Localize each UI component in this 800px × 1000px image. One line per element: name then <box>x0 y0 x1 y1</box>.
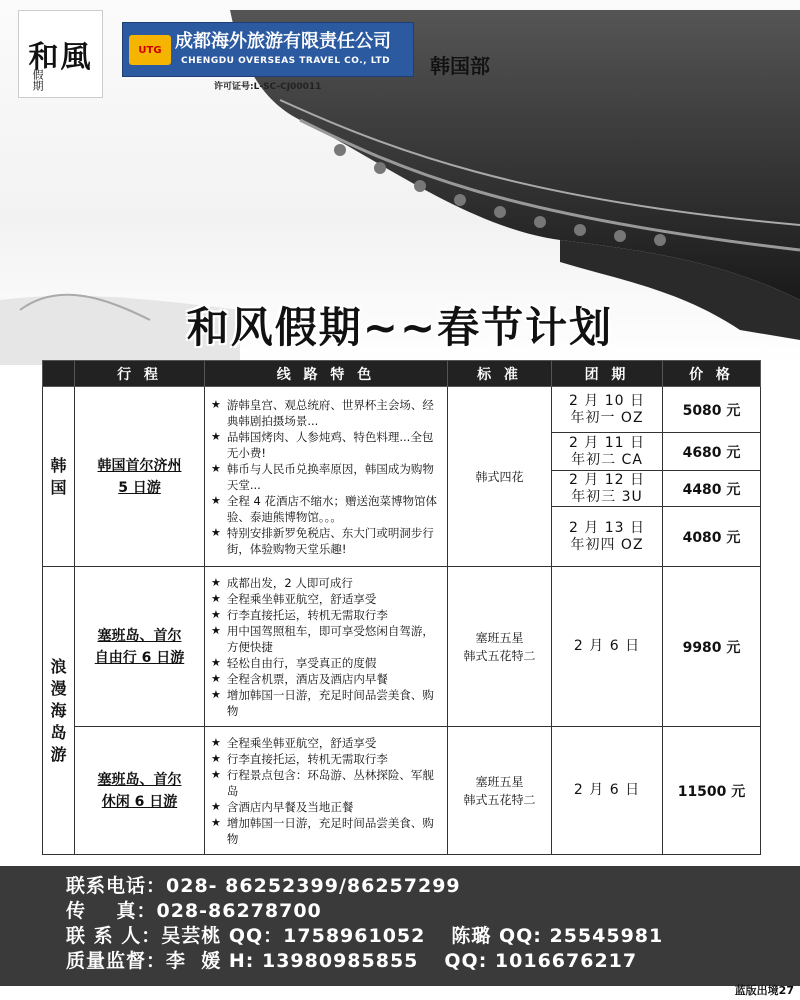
department-label: 韩国部 <box>430 54 490 78</box>
departure-date: 2 月 6 日 <box>552 727 663 855</box>
region-island: 浪 漫 海 岛 游 <box>43 567 75 855</box>
star-icon: ★ <box>211 735 221 749</box>
departure-date: 2 月 10 日 年初一 OZ <box>552 387 663 433</box>
feature-item: ★ 行程景点包含：环岛游、丛林探险、军舰岛 <box>211 767 434 798</box>
star-icon: ★ <box>211 751 221 765</box>
feature-item: ★ 增加韩国一日游，充足时间品尝美食、购物 <box>211 687 434 718</box>
features-saipan-leisure <box>205 727 448 855</box>
star-icon: ★ <box>211 493 221 507</box>
features-korea <box>205 387 448 567</box>
header-price: 价 格 <box>663 361 761 387</box>
page-footer: 蓝版出境27 <box>734 984 794 997</box>
region-korea: 韩 国 <box>43 387 75 567</box>
contact-person-1: 吴芸桃 QQ：1758961052 <box>161 925 426 947</box>
departure-date: 2 月 13 日 年初四 OZ <box>552 507 663 567</box>
price-value: 4680 元 <box>663 433 761 471</box>
star-icon: ★ <box>211 397 221 411</box>
departure-date: 2 月 12 日 年初三 3U <box>552 471 663 507</box>
feature-item: ★ 行李直接托运，转机无需取行李 <box>211 607 388 622</box>
price-value: 4080 元 <box>663 507 761 567</box>
phone-number: 028- 86252399/86257299 <box>166 875 461 897</box>
company-badge: UTG <box>129 35 171 65</box>
quality-supervisor: 李 媛 H: 13980985855 <box>166 950 419 972</box>
hero-banner <box>0 0 800 365</box>
feature-item: ★ 全程含机票，酒店及酒店内早餐 <box>211 671 388 686</box>
company-name-cn: 成都海外旅游有限责任公司 <box>175 31 391 52</box>
feature-item: ★ 全程乘坐韩亚航空，舒适享受 <box>211 735 377 750</box>
star-icon: ★ <box>211 655 221 669</box>
route-korea: 韩国首尔济州 5 日游 <box>75 387 205 567</box>
logo-subtitle: 假期 <box>31 69 44 91</box>
company-name-en: CHENGDU OVERSEAS TRAVEL CO., LTD <box>181 56 391 66</box>
feature-item: ★ 成都出发，2 人即可成行 <box>211 575 353 590</box>
table-row <box>43 567 761 727</box>
person-label: 联 系 人： <box>66 925 162 947</box>
route-saipan-free: 塞班岛、首尔 自由行 6 日游 <box>75 567 205 727</box>
price-value: 5080 元 <box>663 387 761 433</box>
star-icon: ★ <box>211 671 221 685</box>
table-row <box>43 387 761 433</box>
star-icon: ★ <box>211 767 221 781</box>
contact-panel <box>0 866 800 986</box>
quality-label: 质量监督： <box>66 950 167 972</box>
departure-date: 2 月 11 日 年初二 CA <box>552 433 663 471</box>
price-value: 11500 元 <box>663 727 761 855</box>
star-icon: ★ <box>211 607 221 621</box>
header-route: 行 程 <box>75 361 205 387</box>
logo-mark: 和風 <box>28 40 93 75</box>
brand-logo <box>18 10 103 98</box>
feature-item: ★ 增加韩国一日游，充足时间品尝美食、购物 <box>211 815 434 846</box>
star-icon: ★ <box>211 461 221 475</box>
star-icon: ★ <box>211 799 221 813</box>
quality-qq: QQ: 1016676217 <box>444 950 638 972</box>
standard-korea: 韩式四花 <box>448 387 552 567</box>
star-icon: ★ <box>211 575 221 589</box>
feature-item: ★ 用中国驾照租车，即可享受悠闲自驾游，方便快捷 <box>211 623 434 654</box>
table-header-row <box>43 361 761 387</box>
features-saipan-free <box>205 567 448 727</box>
headline-title: 和风假期~~春节计划 <box>186 303 614 352</box>
contact-quality-row <box>66 949 800 974</box>
feature-item: ★ 游韩皇宫、观总统府、世界杯主会场、经典韩剧拍摄场景... <box>211 397 434 428</box>
feature-item: ★ 韩币与人民币兑换率原因，韩国成为购物天堂... <box>211 461 434 492</box>
fax-number: 028-86278700 <box>156 900 322 922</box>
contact-phone-row <box>66 874 800 899</box>
phone-label: 联系电话： <box>66 875 167 897</box>
header-features: 线 路 特 色 <box>205 361 448 387</box>
contact-person-row <box>66 924 800 949</box>
route-saipan-leisure: 塞班岛、首尔 休闲 6 日游 <box>75 727 205 855</box>
header-region <box>43 361 75 387</box>
star-icon: ★ <box>211 623 221 637</box>
star-icon: ★ <box>211 591 221 605</box>
itinerary-table <box>42 360 761 855</box>
header-departure: 团 期 <box>552 361 663 387</box>
price-value: 4480 元 <box>663 471 761 507</box>
departure-date: 2 月 6 日 <box>552 567 663 727</box>
feature-item: ★ 含酒店内早餐及当地正餐 <box>211 799 354 814</box>
feature-item: ★ 特别安排新罗免税店、东大门或明洞步行街，体验购物天堂乐趣! <box>211 525 434 556</box>
license-number: 许可证号:L-SC-CJ00011 <box>214 82 322 92</box>
feature-item: ★ 轻松自由行，享受真正的度假 <box>211 655 377 670</box>
price-value: 9980 元 <box>663 567 761 727</box>
standard-saipan-leisure: 塞班五星 韩式五花特二 <box>448 727 552 855</box>
contact-fax-row <box>66 899 800 924</box>
star-icon: ★ <box>211 525 221 539</box>
star-icon: ★ <box>211 687 221 701</box>
feature-item: ★ 行李直接托运，转机无需取行李 <box>211 751 388 766</box>
feature-item: ★ 品韩国烤肉、人参炖鸡、特色料理...全包无小费! <box>211 429 434 460</box>
contact-person-2: 陈璐 QQ: 25545981 <box>451 925 664 947</box>
feature-item: ★ 全程乘坐韩亚航空，舒适享受 <box>211 591 377 606</box>
standard-saipan-free: 塞班五星 韩式五花特二 <box>448 567 552 727</box>
header-standard: 标 准 <box>448 361 552 387</box>
star-icon: ★ <box>211 815 221 829</box>
star-icon: ★ <box>211 429 221 443</box>
company-banner <box>122 22 414 77</box>
feature-item: ★ 全程 4 花酒店不缩水；赠送泡菜博物馆体验、泰迪熊博物馆。。。 <box>211 493 438 524</box>
table-row <box>43 727 761 855</box>
fax-label: 传 真： <box>66 900 157 922</box>
